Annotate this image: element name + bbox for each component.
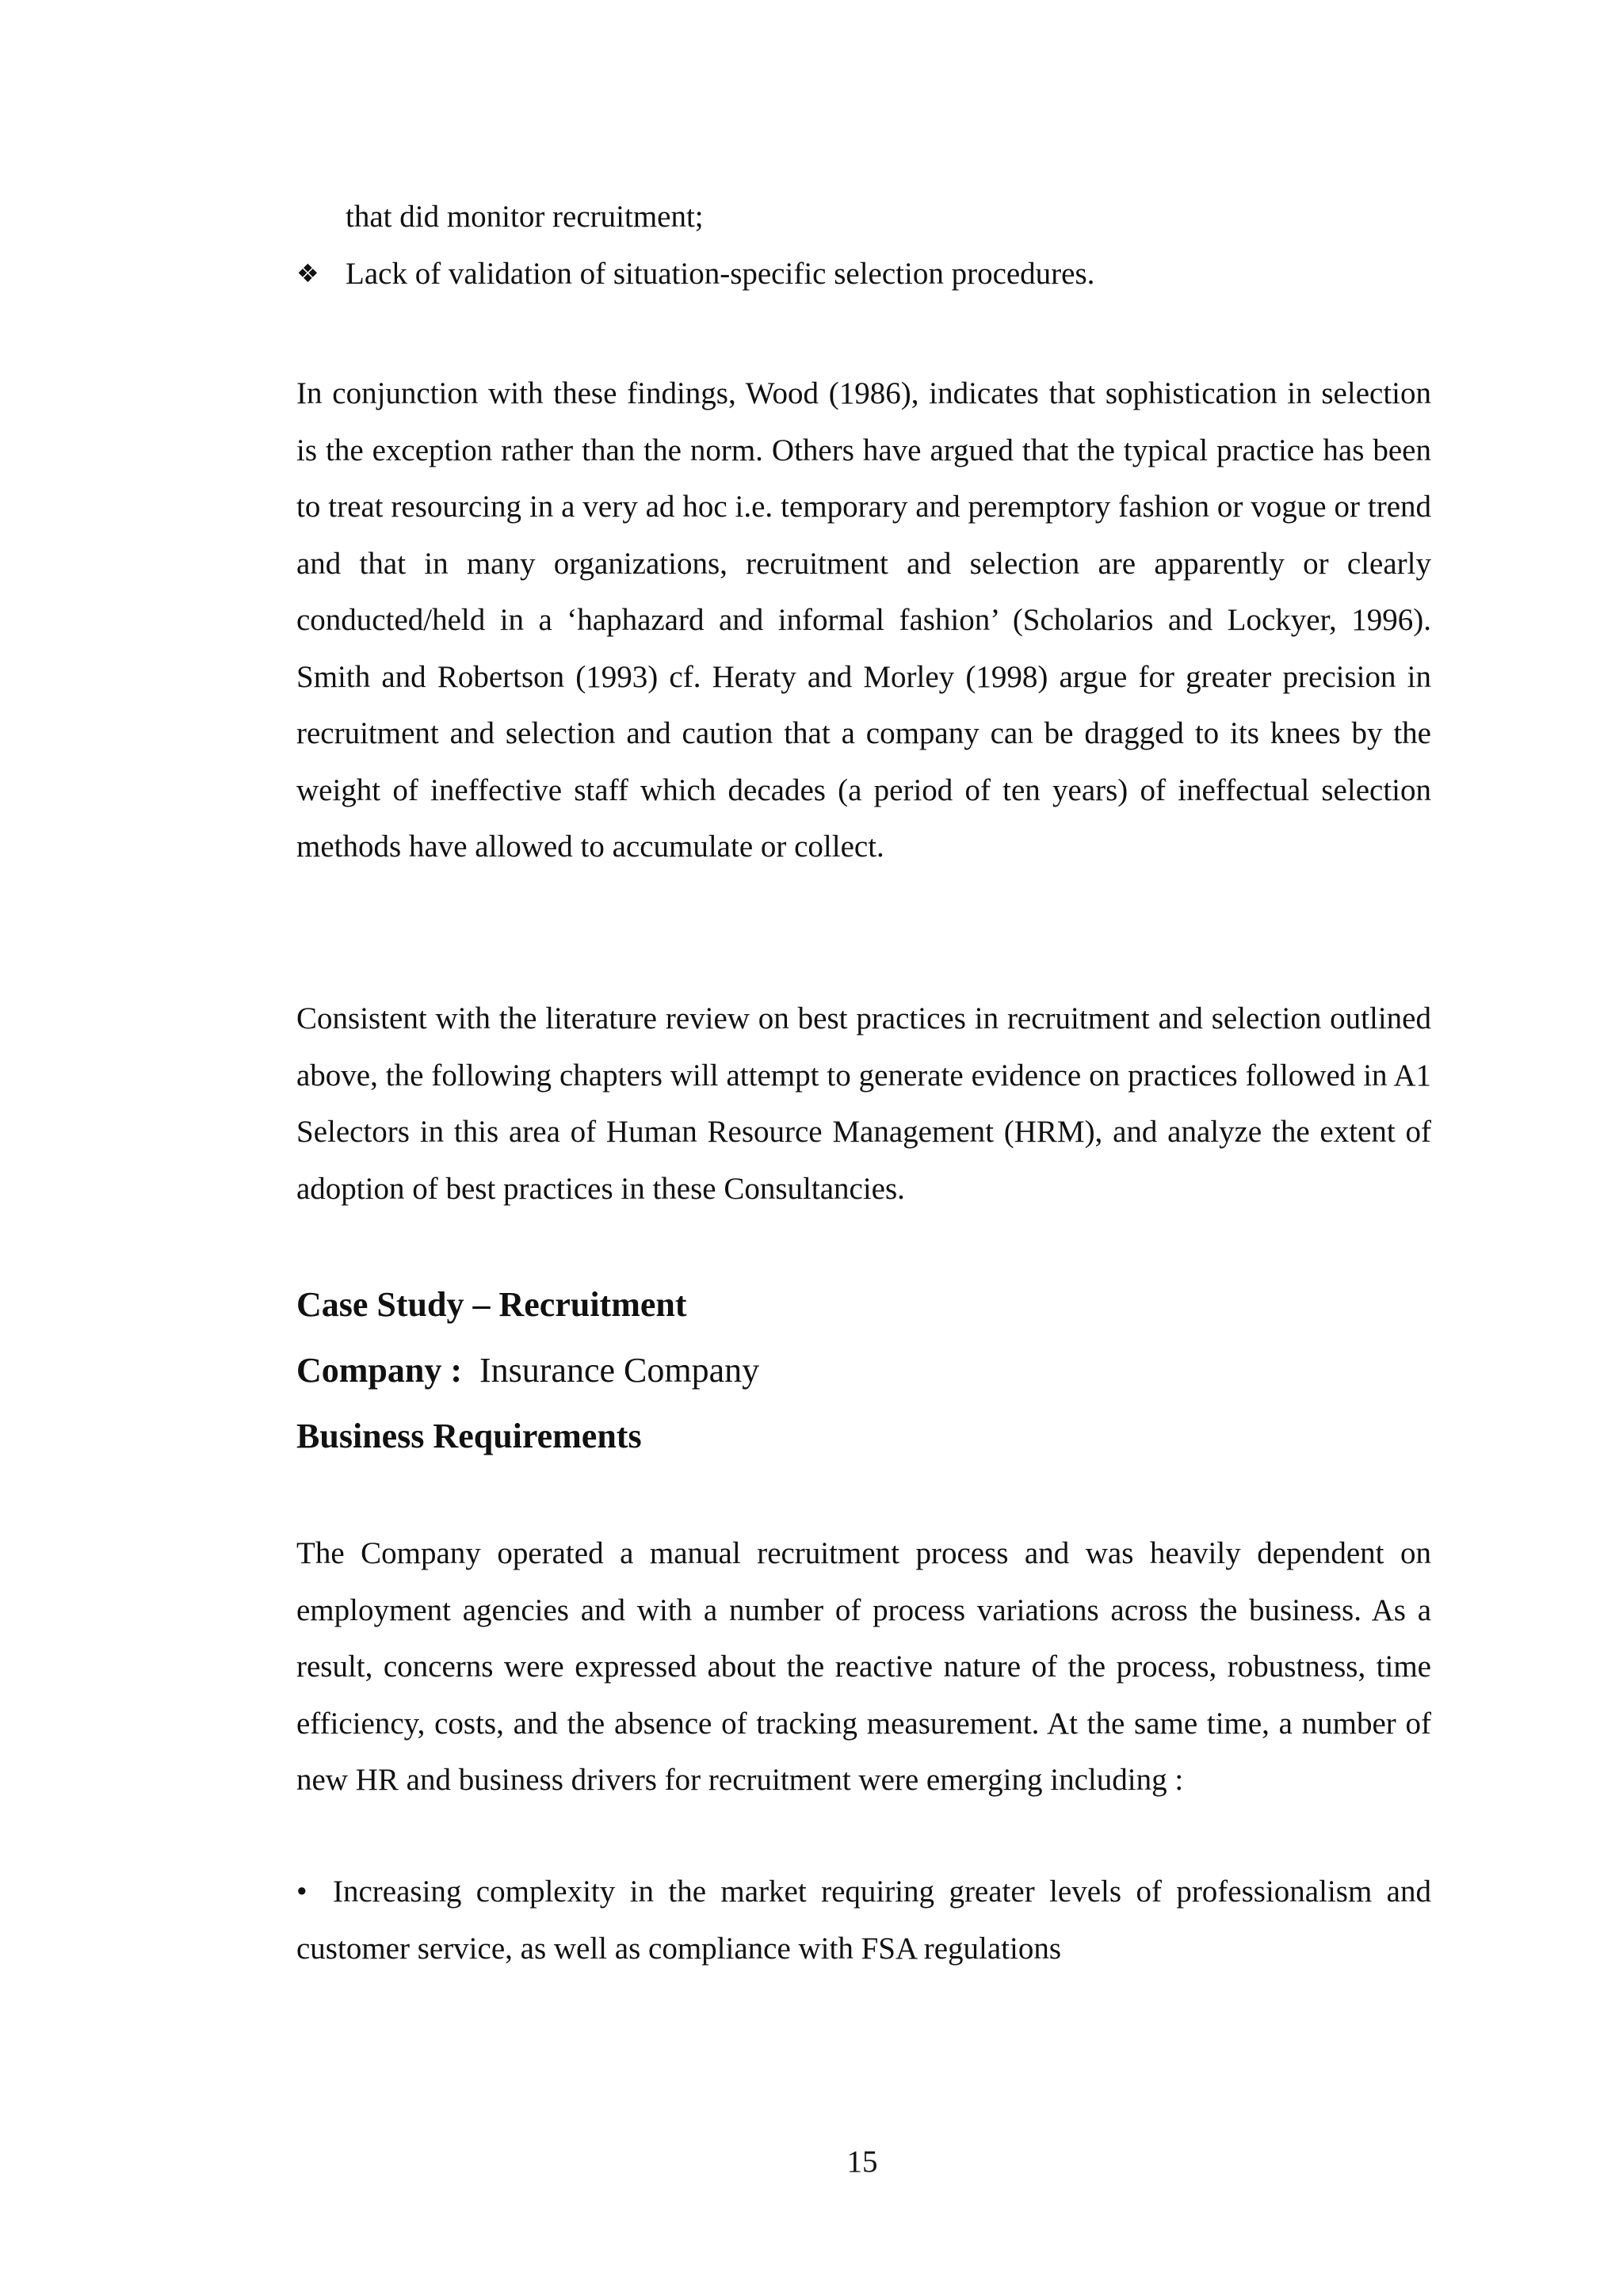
dot-bullet-item-text: Increasing complexity in the market requiring greater levels of professionalism and customer service, as well as compliance with FSA regulations [296, 1875, 1431, 1966]
heading-company [296, 1347, 759, 1394]
bullet-item [296, 246, 1094, 303]
paragraph-literature-review: Consistent with the literature review on best practices in recruitment and selection outlined above, the following chapters will attempt to generate evidence on practices followed in A1 Selectors in this area of Human Resource Management (HRM), and analyze the extent of adoption of best practices in these Consultancies. [296, 1001, 1431, 1206]
bullet-item-text: Lack of validation of situation-specific selection procedures. [346, 257, 1095, 291]
company-label: Company : [296, 1351, 463, 1390]
paragraph-business-requirements: The Company operated a manual recruitment process and was heavily dependent on employment agencies and with a number of process variations across the business. As a result, concerns were expressed about the reactive nature of the process, robustness, time efficiency, costs, and the absence of tracking measurement. At the same time, a number of new HR and business drivers for recruitment were emerging including : [296, 1536, 1431, 1797]
paragraph-findings: In conjunction with these findings, Wood (1986), indicates that sophistication in selection is the exception rather than the norm. Others have argued that the typical practice has been to treat resourcing in a very ad hoc i.e. temporary and peremptory fashion or vogue or trend and that in many organizations, recruitment and selection are apparently or clearly conducted/held in a ‘haphazard and informal fashion’ (Scholarios and Lockyer, 1996). Smith and Robertson (1993) cf. Heraty and Morley (1998) argue for greater precision in recruitment and selection and caution that a company can be dragged to its knees by the weight of ineffective staff which decades (a period of ten years) of ineffectual selection methods have allowed to accumulate or collect. [296, 376, 1431, 864]
heading-case-study [296, 1281, 687, 1329]
dot-bullet-icon: • [296, 1875, 307, 1909]
heading-business-requirements-text: Business Requirements [296, 1417, 642, 1455]
diamond-bullet-icon: ❖ [296, 258, 319, 288]
page-number: 15 [846, 2145, 878, 2179]
heading-case-study-text: Case Study – Recruitment [296, 1285, 687, 1324]
continuation-line: that did monitor recruitment; [346, 200, 704, 234]
dot-bullet-item [296, 1863, 1431, 1977]
company-value: Insurance Company [479, 1351, 760, 1390]
heading-business-requirements [296, 1413, 642, 1460]
